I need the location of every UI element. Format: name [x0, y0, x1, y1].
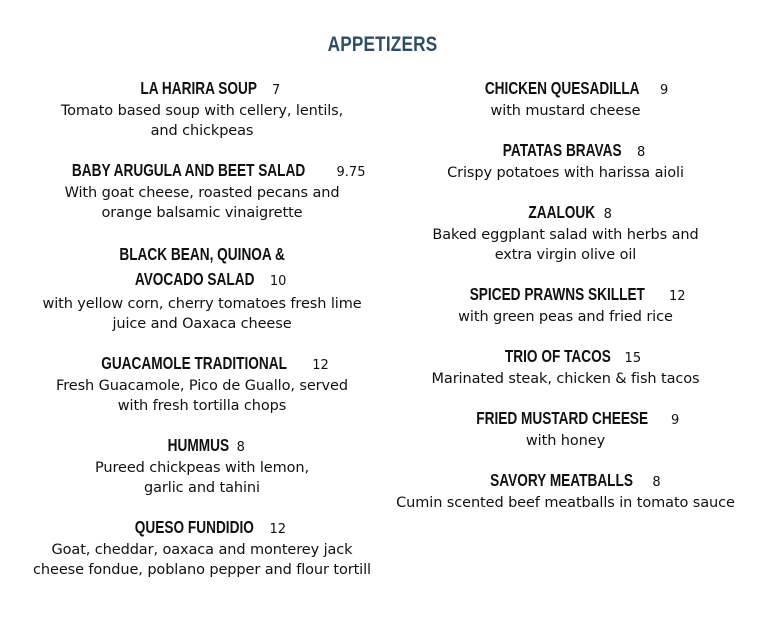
menu-item-description: Baked eggplant salad with herbs and extra virgin olive oil — [432, 227, 699, 263]
menu-item-heading — [393, 140, 738, 163]
menu-item-description: Tomato based soup with cellery, lentils, and chickpeas — [60, 103, 344, 139]
menu-item-heading — [32, 160, 372, 183]
menu-item-price: 8 — [236, 440, 245, 455]
menu-item — [393, 202, 738, 265]
menu-item — [393, 346, 738, 389]
menu-item — [393, 78, 738, 121]
menu-item-heading — [393, 78, 738, 101]
menu-item-description: Fresh Guacamole, Pico de Guallo, served with fresh tortilla chops — [56, 378, 348, 414]
menu-item-name: TRIO OF TACOS — [504, 346, 611, 366]
menu-item — [32, 160, 372, 223]
menu-item-name: QUESO FUNDIDIO — [134, 517, 254, 537]
menu-item-name: FRIED MUSTARD CHEESE — [475, 408, 648, 428]
menu-item-name: LA HARIRA SOUP — [140, 78, 257, 98]
right-menu-column — [393, 78, 738, 532]
menu-item-name: SAVORY MEATBALLS — [490, 470, 634, 490]
menu-item-heading — [393, 284, 738, 307]
menu-item — [32, 78, 372, 141]
menu-item-name: BABY ARUGULA AND BEET SALAD — [71, 160, 305, 180]
menu-item — [32, 435, 372, 498]
menu-item-price: 12 — [269, 522, 287, 537]
menu-item — [393, 140, 738, 183]
menu-item-heading — [32, 435, 372, 458]
menu-item-name: BLACK BEAN, QUINOA & — [119, 244, 285, 264]
menu-item-price: 7 — [272, 83, 281, 98]
menu-item-heading — [393, 470, 738, 493]
menu-item-name: CHICKEN QUESADILLA — [484, 78, 640, 98]
menu-item-heading — [32, 78, 372, 101]
menu-item-description: with yellow corn, cherry tomatoes fresh lime juice and Oaxaca cheese — [42, 296, 362, 332]
menu-item-name: SPICED PRAWNS SKILLET — [470, 284, 646, 304]
menu-item-name-continued: AVOCADO SALAD — [134, 269, 255, 289]
menu-item-description: Marinated steak, chicken & fish tacos — [431, 371, 700, 387]
menu-item-price: 15 — [624, 351, 642, 366]
menu-item-heading — [393, 346, 738, 369]
menu-item-name: PATATAS BRAVAS — [502, 140, 622, 160]
menu-item-price: 8 — [652, 475, 661, 490]
menu-item-heading — [393, 408, 738, 431]
menu-item — [393, 470, 738, 513]
menu-item-price: 10 — [269, 274, 287, 289]
menu-item-price: 9 — [670, 413, 680, 428]
menu-item — [393, 284, 738, 327]
menu-item — [32, 353, 372, 416]
menu-item-description: with honey — [525, 433, 606, 449]
menu-item — [32, 517, 372, 580]
menu-item-heading — [32, 517, 372, 540]
menu-item-price: 8 — [636, 145, 646, 160]
menu-item-description: Cumin scented beef meatballs in tomato sauce — [396, 495, 735, 511]
menu-item-price: 12 — [312, 358, 329, 373]
menu-item-name: HUMMUS — [167, 435, 230, 455]
menu-item-description: Goat, cheddar, oaxaca and monterey jack cheese fondue, poblano pepper and flour tortill — [33, 542, 371, 578]
menu-item-price: 8 — [603, 207, 612, 222]
menu-item-heading — [32, 242, 372, 294]
menu-item-price: 9 — [659, 83, 669, 98]
menu-item-description: with green peas and fried rice — [458, 309, 673, 325]
menu-item-description: Pureed chickpeas with lemon, garlic and tahini — [94, 460, 310, 496]
menu-item — [32, 242, 372, 334]
menu-item-name: GUACAMOLE TRADITIONAL — [101, 353, 288, 373]
menu-item — [393, 408, 738, 451]
menu-item-heading — [393, 202, 738, 225]
menu-item-description: with mustard cheese — [490, 103, 641, 119]
menu-item-price: 9.75 — [336, 165, 366, 180]
menu-item-heading — [32, 353, 372, 376]
menu-section-title: APPETIZERS — [327, 33, 438, 56]
menu-item-description: Crispy potatoes with harissa aioli — [447, 165, 684, 181]
menu-item-name: ZAALOUK — [528, 202, 596, 222]
left-menu-column — [32, 78, 372, 599]
menu-item-description: With goat cheese, roasted pecans and orange balsamic vinaigrette — [64, 185, 340, 221]
menu-item-price: 12 — [668, 289, 686, 304]
